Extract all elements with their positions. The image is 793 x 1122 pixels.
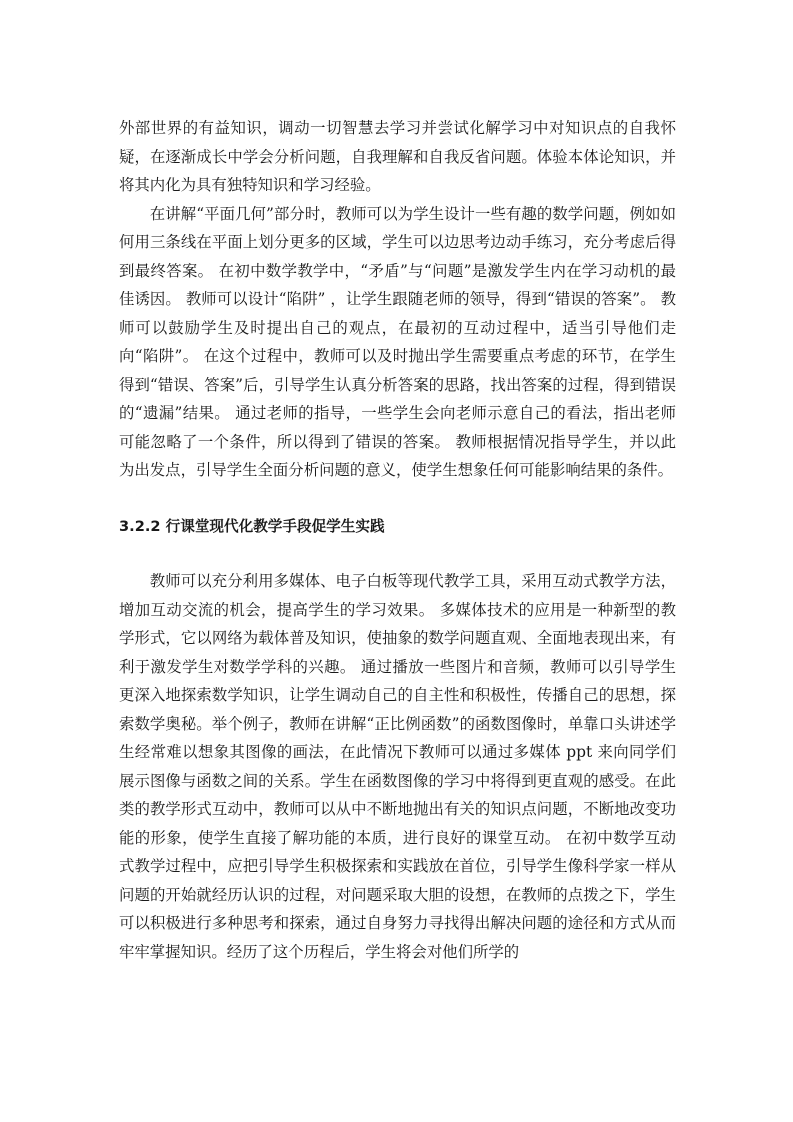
- paragraph-multimedia: 教师可以充分利用多媒体、电子白板等现代教学工具，采用互动式教学方法，增加互动交流的机会，提高学生的学习效果。 多媒体技术的应用是一种新型的教学形式，它以网络为载体普及知识，使抽象的数学问题直观、全面地表现出来，有利于激发学生对数学学科的兴趣。 通过播放一些图片和音频，教师可以引导学生更深入地探索数学知识，让学生调动自己的自主性和积极性，传播自己的思想，探索数学奥秘。举个例子，教师在讲解“正比例函数”的函数图像时，单靠口头讲述学生经常难以想象其图像的画法，在此情况下教师可以通过多媒体 ppt 来向同学们展示图像与函数之间的关系。学生在函数图像的学习中将得到更直观的感受。在此类的教学形式互动中，教师可以从中不断地抛出有关的知识点问题，不断地改变功能的形象，使学生直接了解功能的本质，进行良好的课堂互动。 在初中数学互动式教学过程中，应把引导学生积极探索和实践放在首位，引导学生像科学家一样从问题的开始就经历认识的过程，对问题采取大胆的设想，在教师的点拨之下，学生可以积极进行多种思考和探索，通过自身努力寻找得出解决问题的途径和方式从而牢牢掌握知识。经历了这个历程后，学生将会对他们所学的: [119, 572, 676, 961]
- page-body: [119, 114, 676, 966]
- paragraph-plane-geometry: 在讲解“平面几何”部分时，教师可以为学生设计一些有趣的数学问题，例如如何用三条线在平面上划分更多的区域，学生可以边思考边动手练习，充分考虑后得到最终答案。 在初中数学教学中，“矛盾”与“问题”是激发学生内在学习动机的最佳诱因。 教师可以设计“陷阱” ，让学生跟随老师的领导，得到“错误的答案”。 教师可以鼓励学生及时提出自己的观点，在最初的互动过程中，适当引导他们走向“陷阱”。 在这个过程中，教师可以及时抛出学生需要重点考虑的环节，在学生得到“错误、答案”后，引导学生认真分析答案的思路，找出答案的过程，得到错误的“遗漏”结果。 通过老师的指导，一些学生会向老师示意自己的看法，指出老师可能忽略了一个条件，所以得到了错误的答案。 教师根据情况指导学生，并以此为出发点，引导学生全面分析问题的意义，使学生想象任何可能影响结果的条件。: [119, 204, 676, 479]
- section-heading: 3.2.2 行课堂现代化教学手段促学生实践: [119, 517, 385, 535]
- paragraph-continuation: 外部世界的有益知识，调动一切智慧去学习并尝试化解学习中对知识点的自我怀疑，在逐渐成长中学会分析问题，自我理解和自我反省问题。体验本体论知识，并将其内化为具有独特知识和学习经验。: [119, 119, 676, 194]
